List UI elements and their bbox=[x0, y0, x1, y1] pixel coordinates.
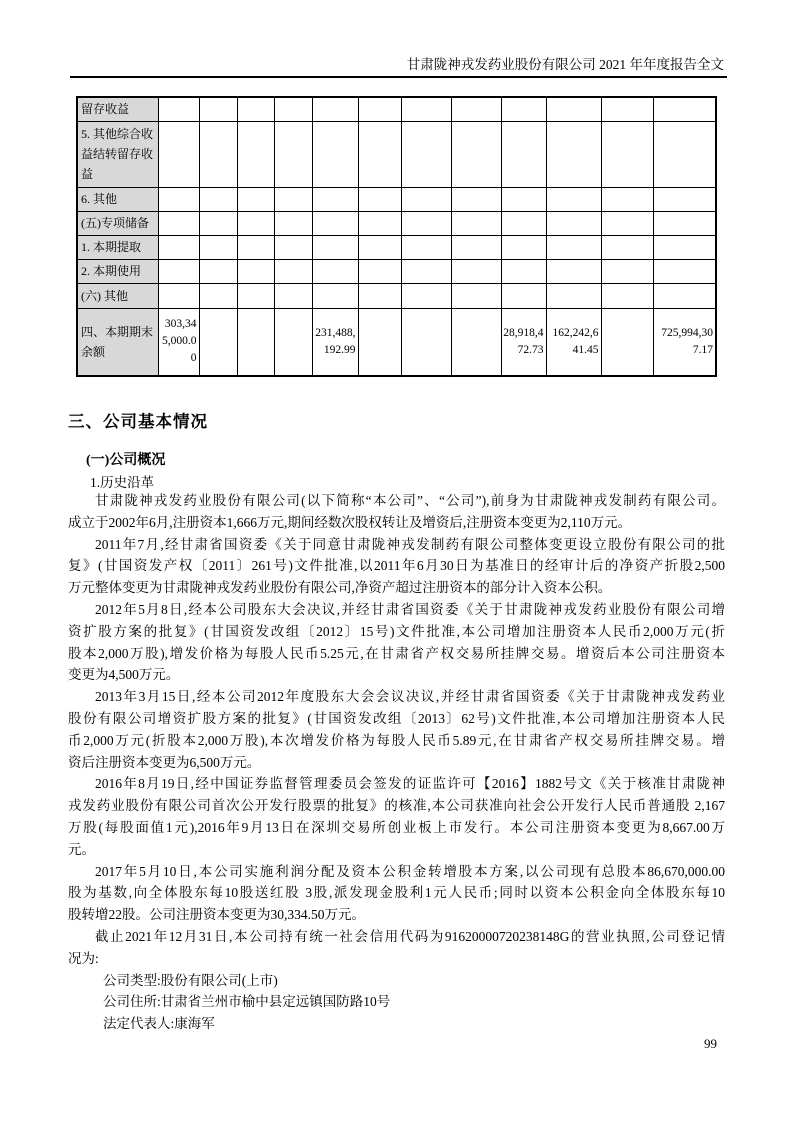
data-cell: 303,345,000.00 bbox=[158, 308, 199, 376]
data-cell bbox=[237, 259, 274, 283]
data-cell bbox=[501, 187, 546, 211]
data-cell bbox=[237, 283, 274, 308]
data-cell bbox=[237, 121, 274, 187]
data-cell bbox=[358, 259, 401, 283]
data-cell bbox=[274, 211, 312, 235]
subsection-heading: (一)公司概况 bbox=[86, 453, 166, 468]
data-cell bbox=[401, 235, 451, 259]
data-cell bbox=[358, 308, 401, 376]
table-row bbox=[77, 97, 716, 121]
data-cell bbox=[546, 211, 601, 235]
paragraph-line: 资扩股方案的批复》(甘国资发改组〔2012〕15号)文件批准,本公司增加注册资本人民币2,000万元(折 bbox=[68, 623, 725, 639]
table-row bbox=[77, 121, 716, 187]
page-number: 99 bbox=[704, 1036, 717, 1051]
data-cell bbox=[274, 187, 312, 211]
data-cell bbox=[501, 97, 546, 121]
data-cell bbox=[501, 211, 546, 235]
table-row bbox=[77, 308, 716, 376]
data-cell bbox=[601, 235, 653, 259]
data-cell bbox=[546, 97, 601, 121]
data-cell bbox=[653, 283, 716, 308]
paragraph-line: 成立于2002年6月,注册资本1,666万元,期间经数次股权转让及增资后,注册资本变更为2,110万元。 bbox=[68, 514, 632, 530]
data-cell bbox=[312, 121, 358, 187]
row-label-cell: 2. 本期使用 bbox=[77, 259, 158, 283]
paragraph-line: 2013年3月15日,经本公司2012年度股东大会会议决议,并经甘肃省国资委《关于甘肃陇神戎发药业 bbox=[95, 689, 725, 705]
row-label-cell: (五)专项储备 bbox=[77, 211, 158, 235]
data-cell bbox=[601, 97, 653, 121]
data-cell bbox=[601, 187, 653, 211]
table-row bbox=[77, 211, 716, 235]
data-cell bbox=[401, 308, 451, 376]
data-cell bbox=[501, 259, 546, 283]
paragraph-line: 股本2,000万股),增发价格为每股人民币5.25元,在甘肃省产权交易所挂牌交易。增资后本公司注册资本 bbox=[68, 645, 725, 661]
data-cell bbox=[158, 235, 199, 259]
data-cell bbox=[401, 283, 451, 308]
data-cell bbox=[158, 97, 199, 121]
data-cell bbox=[274, 97, 312, 121]
data-cell bbox=[274, 235, 312, 259]
data-cell: 231,488,192.99 bbox=[312, 308, 358, 376]
data-cell bbox=[601, 259, 653, 283]
data-cell bbox=[653, 187, 716, 211]
data-cell bbox=[358, 235, 401, 259]
row-label-cell: 1. 本期提取 bbox=[77, 235, 158, 259]
data-cell bbox=[451, 259, 501, 283]
data-cell: 162,242,641.45 bbox=[546, 308, 601, 376]
row-label-cell: 5. 其他综合收益结转留存收益 bbox=[77, 121, 158, 187]
paragraph-line: 2011年7月,经甘肃省国资委《关于同意甘肃陇神戎发制药有限公司整体变更设立股份有限公司的批 bbox=[95, 536, 725, 552]
row-label-cell: 四、本期期末余额 bbox=[77, 308, 158, 376]
data-cell bbox=[653, 97, 716, 121]
data-cell bbox=[199, 308, 237, 376]
equity-statement-table bbox=[76, 96, 717, 377]
data-cell bbox=[653, 235, 716, 259]
table-row bbox=[77, 235, 716, 259]
section-heading: 三、公司基本情况 bbox=[68, 412, 208, 431]
data-cell bbox=[401, 97, 451, 121]
data-cell bbox=[199, 235, 237, 259]
paragraph-line: 股转增22股。公司注册资本变更为30,334.50万元。 bbox=[68, 907, 365, 923]
data-cell bbox=[401, 259, 451, 283]
row-label-cell: (六) 其他 bbox=[77, 283, 158, 308]
registration-info-line: 公司类型:股份有限公司(上市) bbox=[103, 972, 278, 988]
table-row bbox=[77, 259, 716, 283]
data-cell bbox=[546, 187, 601, 211]
data-cell bbox=[158, 283, 199, 308]
row-label-cell: 留存收益 bbox=[77, 97, 158, 121]
paragraph-line: 股为基数,向全体股东每10股送红股 3股,派发现金股利1元人民币;同时以资本公积金向全体股东每10 bbox=[68, 885, 725, 901]
data-cell: 725,994,307.17 bbox=[653, 308, 716, 376]
data-cell bbox=[546, 259, 601, 283]
subsubsection-heading: 1.历史沿革 bbox=[90, 475, 155, 490]
data-cell bbox=[601, 308, 653, 376]
paragraph-line: 元。 bbox=[68, 841, 95, 857]
data-cell bbox=[501, 235, 546, 259]
data-cell bbox=[401, 211, 451, 235]
data-cell bbox=[451, 235, 501, 259]
data-cell bbox=[451, 121, 501, 187]
paragraph-line: 币2,000万元(折股本2,000万股),本次增发价格为每股人民币5.89元,在甘肃省产权交易所挂牌交易。增 bbox=[68, 732, 725, 748]
data-cell bbox=[158, 259, 199, 283]
data-cell bbox=[199, 121, 237, 187]
table-row bbox=[77, 283, 716, 308]
data-cell bbox=[237, 308, 274, 376]
data-cell bbox=[451, 308, 501, 376]
paragraph-line: 况为: bbox=[68, 950, 99, 966]
data-cell bbox=[358, 187, 401, 211]
paragraph-line: 万元整体变更为甘肃陇神戎发药业股份有限公司,净资产超过注册资本的部分计入资本公积。 bbox=[68, 580, 612, 596]
data-cell bbox=[451, 283, 501, 308]
data-cell bbox=[312, 235, 358, 259]
data-cell bbox=[312, 187, 358, 211]
data-cell bbox=[274, 121, 312, 187]
data-cell bbox=[312, 97, 358, 121]
data-cell: 28,918,472.73 bbox=[501, 308, 546, 376]
page-header-title: 甘肃陇神戎发药业股份有限公司 2021 年年度报告全文 bbox=[406, 57, 724, 72]
data-cell bbox=[358, 121, 401, 187]
data-cell bbox=[451, 211, 501, 235]
body-text bbox=[68, 490, 725, 1035]
data-cell bbox=[601, 283, 653, 308]
data-cell bbox=[199, 211, 237, 235]
data-cell bbox=[546, 121, 601, 187]
data-cell bbox=[237, 235, 274, 259]
paragraph-line: 戎发药业股份有限公司首次公开发行股票的批复》的核准,本公司获准向社会公开发行人民币普通股 2,167 bbox=[68, 798, 725, 814]
data-cell bbox=[358, 211, 401, 235]
registration-info-line: 公司住所:甘肃省兰州市榆中县定远镇国防路10号 bbox=[103, 994, 391, 1010]
paragraph-line: 截止2021年12月31日,本公司持有统一社会信用代码为91620000720238148G的营业执照,公司登记情 bbox=[95, 928, 725, 944]
data-cell bbox=[199, 97, 237, 121]
paragraph-line: 股份有限公司增资扩股方案的批复》(甘国资发改组〔2013〕62号)文件批准,本公司增加注册资本人民 bbox=[68, 710, 725, 726]
data-cell bbox=[274, 283, 312, 308]
table-row bbox=[77, 187, 716, 211]
data-cell bbox=[158, 121, 199, 187]
registration-info-line: 法定代表人:康海军 bbox=[103, 1016, 215, 1032]
data-cell bbox=[451, 97, 501, 121]
data-cell bbox=[401, 121, 451, 187]
paragraph-line: 2016年8月19日,经中国证券监督管理委员会签发的证监许可【2016】1882号文《关于核准甘肃陇神 bbox=[95, 776, 725, 792]
data-cell bbox=[274, 259, 312, 283]
data-cell bbox=[546, 235, 601, 259]
data-cell bbox=[237, 187, 274, 211]
data-cell bbox=[312, 283, 358, 308]
data-cell bbox=[601, 121, 653, 187]
data-cell bbox=[546, 283, 601, 308]
data-cell bbox=[601, 211, 653, 235]
row-label-cell: 6. 其他 bbox=[77, 187, 158, 211]
paragraph-line: 2017年5月10日,本公司实施利润分配及资本公积金转增股本方案,以公司现有总股本86,670,000.00 bbox=[95, 863, 725, 879]
data-cell bbox=[451, 187, 501, 211]
data-cell bbox=[274, 308, 312, 376]
data-cell bbox=[358, 97, 401, 121]
data-cell bbox=[158, 211, 199, 235]
data-cell bbox=[358, 283, 401, 308]
paragraph-line: 变更为4,500万元。 bbox=[68, 667, 180, 683]
data-cell bbox=[199, 187, 237, 211]
paragraph-line: 甘肃陇神戎发药业股份有限公司(以下简称“本公司”、“公司”),前身为甘肃陇神戎发制药有限公司。 bbox=[95, 493, 725, 508]
data-cell bbox=[501, 283, 546, 308]
data-cell bbox=[312, 211, 358, 235]
data-cell bbox=[237, 97, 274, 121]
data-cell bbox=[501, 121, 546, 187]
data-cell bbox=[237, 211, 274, 235]
data-cell bbox=[653, 211, 716, 235]
header-rule bbox=[70, 76, 727, 78]
data-cell bbox=[199, 259, 237, 283]
data-cell bbox=[158, 187, 199, 211]
data-cell bbox=[199, 283, 237, 308]
data-cell bbox=[401, 187, 451, 211]
data-cell bbox=[653, 121, 716, 187]
paragraph-line: 资后注册资本变更为6,500万元。 bbox=[68, 754, 261, 770]
data-cell bbox=[653, 259, 716, 283]
paragraph-line: 2012年5月8日,经本公司股东大会决议,并经甘肃省国资委《关于甘肃陇神戎发药业股份有限公司增 bbox=[95, 601, 725, 617]
paragraph-line: 复》(甘国资发产权〔2011〕261号)文件批准,以2011年6月30日为基准日的经审计后的净资产折股2,500 bbox=[68, 558, 725, 574]
data-cell bbox=[312, 259, 358, 283]
paragraph-line: 万股(每股面值1元),2016年9月13日在深圳交易所创业板上市发行。本公司注册资本变更为8,667.00万 bbox=[68, 819, 725, 835]
